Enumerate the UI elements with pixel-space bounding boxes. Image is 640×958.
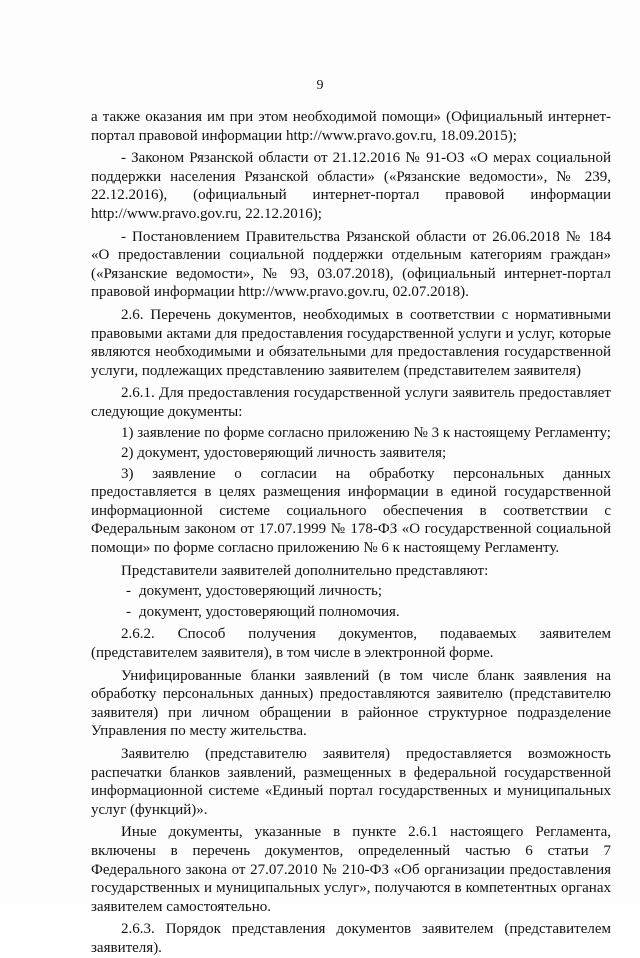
paragraph: Заявителю (представителю заявителя) предоставляется возможность распечатки бланков заявлений, размещенных в федеральной государственной информационной системе «Единый портал государственных и муниципальных услуг (функций)». xyxy=(91,746,611,818)
list-item xyxy=(91,603,611,622)
paragraph: 2.6.2. Способ получения документов, подаваемых заявителем (представителем заявителя), в том числе в электронной форме. xyxy=(91,626,611,662)
paragraph: - Постановлением Правительства Рязанской области от 26.06.2018 № 184 «О предоставлении социальной поддержки отдельным категориям граждан» («Рязанские ведомости», № 93, 03.07.2018), (официальный интернет-портал правовой информации http://www.pravo.gov.ru, 02.07.2018). xyxy=(91,228,611,301)
page-number: 9 xyxy=(316,78,324,93)
paragraph: Унифицированные бланки заявлений (в том числе бланк заявления на обработку персональных данных) предоставляются заявителю (представителю заявителя) при личном обращении в районное структурное подразделение Управления по месту жительства. xyxy=(91,667,611,740)
list-marker: - xyxy=(126,603,131,620)
paragraph: 2.6.3. Порядок представления документов заявителем (представителем заявителя). xyxy=(91,921,611,956)
document-body xyxy=(91,108,611,958)
paragraph: Иные документы, указанные в пункте 2.6.1 настоящего Регламента, включены в перечень документов, определенный частью 6 статьи 7 Федерального закона от 27.07.2010 № 210-ФЗ «Об организации предоставления государственных и муниципальных услуг», получаются в компетентных органах заявителем самостоятельно. xyxy=(91,824,611,915)
list-item: 3) заявление о согласии на обработку персональных данных предоставляется в целях размещения информации в единой государственной информационной системе социального обеспечения в соответствии с Федеральным законом от 17.07.1999 № 178-ФЗ «О государственной социальной помощи» по форме согласно приложению № 6 к настоящему Регламенту. xyxy=(91,465,611,557)
paragraph: 2.6.1. Для предоставления государственной услуги заявитель предоставляет следующие документы: xyxy=(91,385,611,420)
paragraph: Представители заявителей дополнительно представляют: xyxy=(121,562,489,579)
section-heading: 2.6. Перечень документов, необходимых в соответствии с нормативными правовыми актами для предоставления государственной услуги и услуг, которые являются необходимыми и обязательными для предоставления государственной услуги, подлежащих представлению заявителем (представителем заявителя) xyxy=(91,306,611,379)
list-item-text: документ, удостоверяющий личность; xyxy=(139,583,382,600)
list-item xyxy=(91,582,611,601)
paragraph: - Законом Рязанской области от 21.12.2016 № 91-ОЗ «О мерах социальной поддержки населения Рязанской области» («Рязанские ведомости», № 239, 22.12.2016), (официальный интернет-портал правовой информации http://www.pravo.gov.ru, 22.12.2016); xyxy=(91,150,611,222)
list-marker: - xyxy=(126,583,131,600)
list-item: 2) документ, удостоверяющий личность заявителя; xyxy=(121,445,447,462)
list-item-text: документ, удостоверяющий полномочия. xyxy=(139,603,400,620)
paragraph: а также оказания им при этом необходимой помощи» (Официальный интернет-портал правовой информации http://www.pravo.gov.ru, 18.09.2015); xyxy=(91,109,611,144)
list-item: 1) заявление по форме согласно приложению № 3 к настоящему Регламенту; xyxy=(121,424,611,441)
